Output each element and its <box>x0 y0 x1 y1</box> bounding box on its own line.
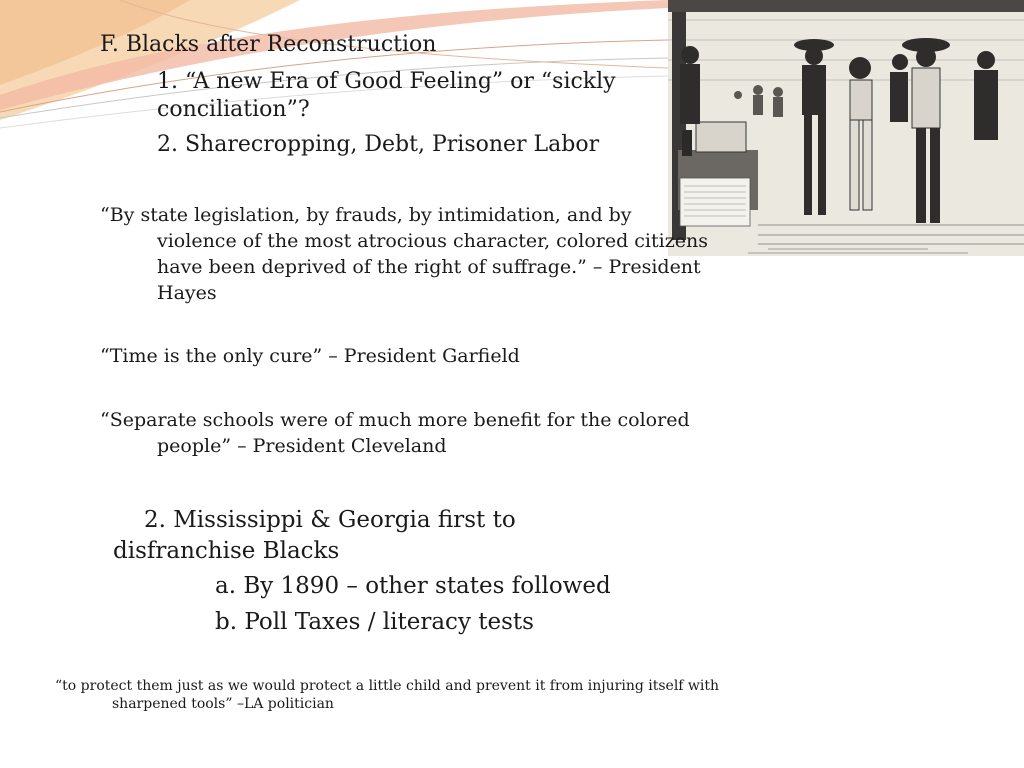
quote-garfield: “Time is the only cure” – President Garfield <box>100 345 520 367</box>
quote-hayes: “By state legislation, by frauds, by intimidation, and by violence of the most atrocious character, colored citizens have been deprived of the right of suffrage.” – President Hayes <box>100 204 708 304</box>
historical-engraving-illustration <box>668 0 1024 256</box>
sub-point-1890: a. By 1890 – other states followed <box>215 573 611 599</box>
quote-cleveland: “Separate schools were of much more benefit for the colored people” – President Cleveland <box>100 409 690 457</box>
quote-la-politician: “to protect them just as we would protect a little child and prevent it from injuring itself with sharpened tools” –LA politician <box>55 678 720 712</box>
slide-heading: F. Blacks after Reconstruction <box>100 32 437 57</box>
point-sharecropping: 2. Sharecropping, Debt, Prisoner Labor <box>157 132 600 157</box>
point-new-era: 1. “A new Era of Good Feeling” or “sickly conciliation”? <box>157 69 616 122</box>
point-mississippi-georgia: 2. Mississippi & Georgia first to disfranchise Blacks <box>113 507 516 564</box>
sub-point-poll-taxes: b. Poll Taxes / literacy tests <box>215 609 534 635</box>
